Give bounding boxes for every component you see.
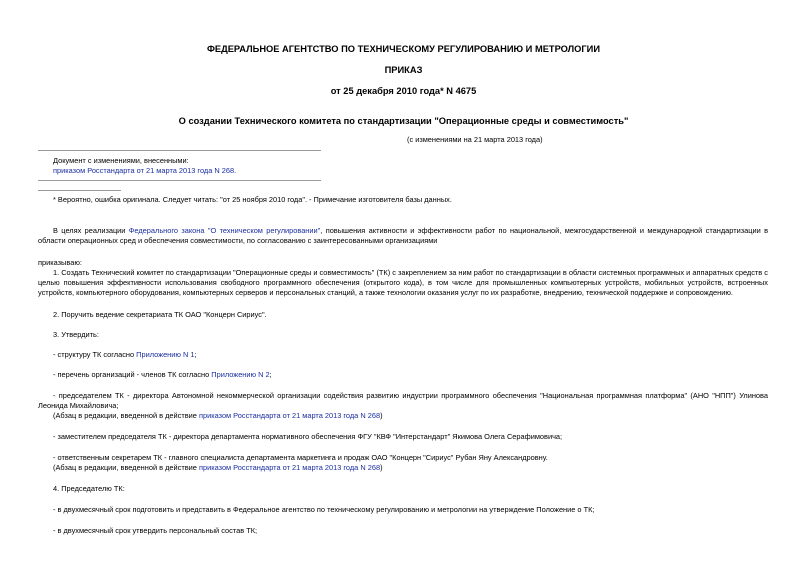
amendment-note-2 xyxy=(53,463,383,473)
changes-bottom-rule xyxy=(38,180,321,181)
changes-link[interactable]: приказом Росстандарта от 21 марта 2013 года N 268. xyxy=(53,166,237,175)
document-date: от 25 декабря 2010 года* N 4675 xyxy=(330,86,477,96)
task-1: - в двухмесячный срок подготовить и представить в Федеральное агентство по техническому регулированию и метрологии на утверждение Положение о ТК; xyxy=(53,505,595,514)
orgs-list-line xyxy=(53,370,272,380)
amendment-2-text: (Абзац в редакции, введенной в действие xyxy=(53,463,199,472)
item-2: 2. Поручить ведение секретариата ТК ОАО "Концерн Сириус". xyxy=(53,310,267,319)
structure-end: ; xyxy=(194,350,197,359)
chairman-line: - председателем ТК - директора Автономной некоммерческой организации содействия развитию индустрии программного обеспечения "Национальная программная платформа" (АНО "НПП") Улинова Леонида Михайловича; xyxy=(38,391,768,410)
task-2: - в двухмесячный срок утвердить персональный состав ТК; xyxy=(53,526,258,535)
secretary-line: - ответственным секретарем ТК - главного специалиста департамента маркетинга и продаж ОАО "Концерн "Сириус" Рубан Яну Александровну. xyxy=(53,453,548,462)
agency-name: ФЕДЕРАЛЬНОЕ АГЕНТСТВО ПО ТЕХНИЧЕСКОМУ РЕГУЛИРОВАНИЮ И МЕТРОЛОГИИ xyxy=(206,44,601,54)
item-1: 1. Создать Технический комитет по стандартизации "Операционные среды и совместимость" (ТК) с закреплением за ним работ по стандартизации в области системных программных и аппаратных средств с целью повышения эффективности использования свободного программного обеспечения (открытого кода), в том числе для промышленных компьютерных устройств, мобильных устройств, встроенных устройств, компьютерного оборудования, компьютерных серверов и персональных станций, а также технологии оказания услуг по их разработке, внедрению, технической поддержке и сопровождению. xyxy=(38,268,768,297)
amendment-1-link[interactable]: приказом Росстандарта от 21 марта 2013 года N 268 xyxy=(198,411,381,420)
amendment-2-link[interactable]: приказом Росстандарта от 21 марта 2013 года N 268 xyxy=(198,463,381,472)
appendix-2-link[interactable]: Приложению N 2 xyxy=(211,370,270,379)
amendment-1-text: (Абзац в редакции, введенной в действие xyxy=(53,411,199,420)
item-4: 4. Председателю ТК: xyxy=(53,484,125,493)
changes-label: Документ с изменениями, внесенными: xyxy=(53,156,189,165)
preamble xyxy=(38,226,768,246)
footnote: * Вероятно, ошибка оригинала. Следует читать: "от 25 ноября 2010 года". - Примечание изготовителя базы данных. xyxy=(53,195,452,204)
structure-text: - структуру ТК согласно xyxy=(53,350,137,359)
preamble-text-2: , повышения активности и эффективности работ по национальной, межгосударственной и международной стандартизации в области операционных сред и обеспечения совместимости, по согласованию с заинтересованными организациями xyxy=(38,226,768,245)
order-word: приказываю: xyxy=(38,258,82,267)
amendment-1-end: ) xyxy=(380,411,383,420)
amendment-2-end: ) xyxy=(380,463,383,472)
document-title: О создании Технического комитета по стандартизации "Операционные среды и совместимость" xyxy=(178,116,629,126)
footnote-rule xyxy=(38,190,121,191)
edition-note: (с изменениями на 21 марта 2013 года) xyxy=(407,135,543,144)
appendix-1-link[interactable]: Приложению N 1 xyxy=(136,350,195,359)
structure-line xyxy=(53,350,197,360)
federal-law-link[interactable]: Федерального закона "О техническом регулировании" xyxy=(128,226,321,235)
orgs-list-text: - перечень организаций - членов ТК согласно xyxy=(53,370,212,379)
document-type: ПРИКАЗ xyxy=(384,65,423,75)
deputy-line: - заместителем председателя ТК - директора департамента нормативного обеспечения ФГУ "КВФ "Интерстандарт" Якимова Олега Серафимовича; xyxy=(53,432,563,441)
orgs-list-end: ; xyxy=(269,370,272,379)
preamble-text-1: В целях реализации xyxy=(53,226,129,235)
amendment-note-1 xyxy=(53,411,383,421)
item-3: 3. Утвердить: xyxy=(53,330,99,339)
changes-top-rule xyxy=(38,150,321,151)
